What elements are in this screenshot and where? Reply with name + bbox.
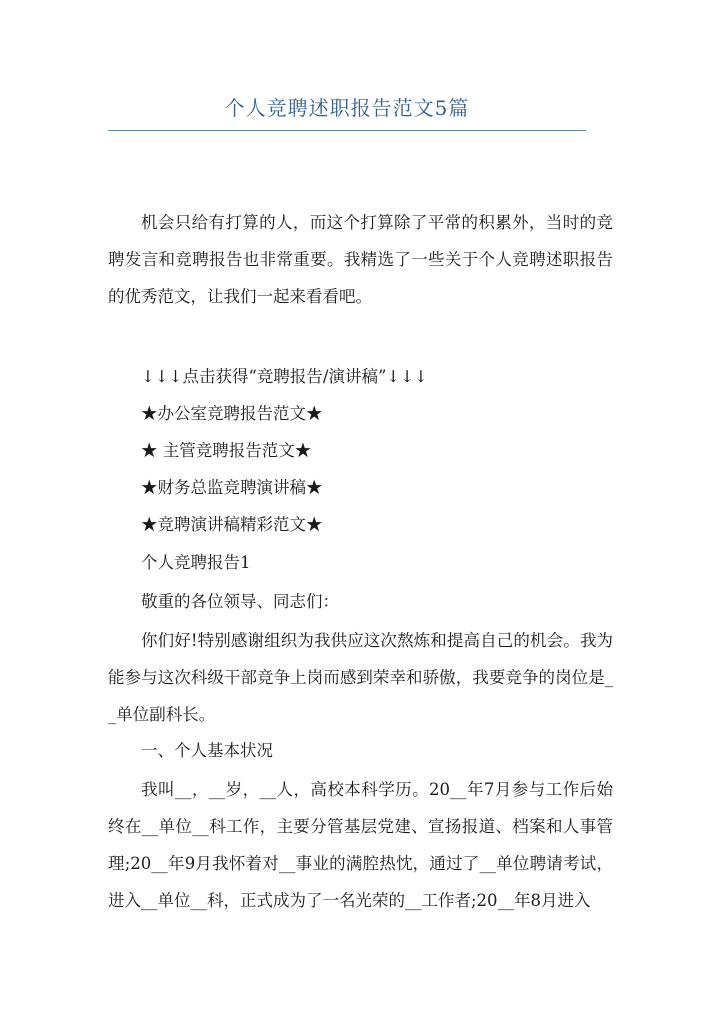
link-supervisor-report[interactable]: ★ 主管竞聘报告范文★ [141, 441, 312, 460]
link-speech-samples[interactable]: ★竞聘演讲稿精彩范文★ [141, 515, 323, 534]
body-paragraph-2: 我叫__，__岁，__人，高校本科学历。20__年7月参与工作后始终在__单位__科工作，主要分管基层党建、宣扬报道、档案和人事管理;20__年9月我怀着对__事业的满腔热忱，通过了__单位聘请考试，进入__单位__科，正式成为了一名光荣的__工作者;20__年8月进入 [108, 780, 613, 910]
section-heading-1: 一、个人基本状况 [141, 741, 273, 760]
download-prompt-link[interactable]: ↓↓↓点击获得“竞聘报告/演讲稿”↓↓↓ [141, 367, 428, 386]
link-office-report[interactable]: ★办公室竞聘报告范文★ [141, 404, 323, 423]
body-paragraph-1: 你们好!特别感谢组织为我供应这次熬炼和提高自己的机会。我为能参与这次科级干部竞争上岗而感到荣幸和骄傲，我要竞争的岗位是__单位副科长。 [108, 631, 613, 724]
salutation: 敬重的各位领导、同志们： [141, 592, 339, 611]
title-divider [108, 130, 586, 131]
link-cfo-speech[interactable]: ★财务总监竞聘演讲稿★ [141, 478, 323, 497]
report-heading: 个人竞聘报告1 [141, 553, 251, 572]
document-title: 个人竞聘述职报告范文5篇 [224, 96, 470, 120]
intro-paragraph: 机会只给有打算的人，而这个打算除了平常的积累外，当时的竞聘发言和竞聘报告也非常重要。我精选了一些关于个人竞聘述职报告的优秀范文，让我们一起来看看吧。 [108, 213, 613, 306]
